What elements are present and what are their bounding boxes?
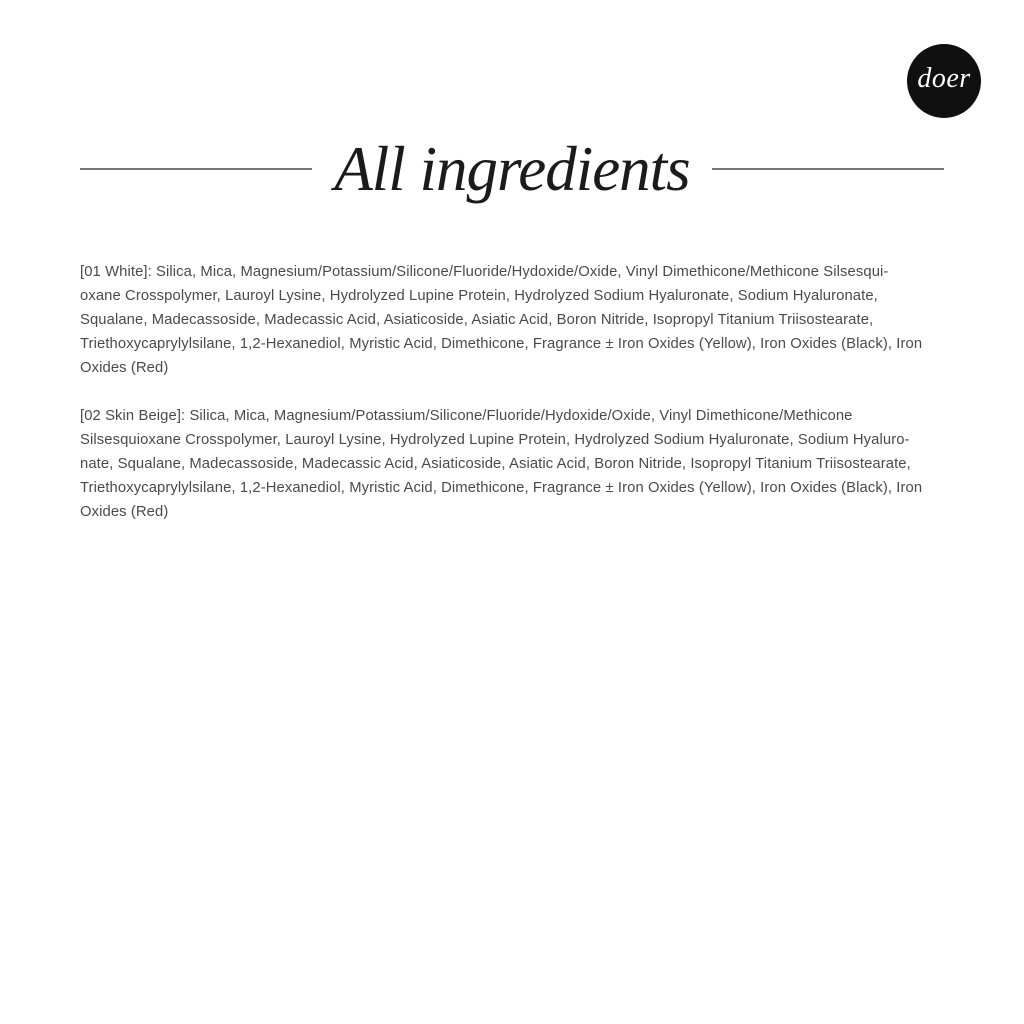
ingredients-line: Squalane, Madecassoside, Madecassic Acid, Asiaticoside, Asiatic Acid, Boron Nitride, Isopropyl Titanium Triisostearate, (80, 312, 874, 328)
ingredients-line: Oxides (Red) (80, 504, 169, 520)
ingredients-line: Oxides (Red) (80, 360, 169, 376)
page-title: All ingredients (334, 134, 690, 204)
brand-logo (907, 44, 981, 118)
ingredients-paragraph-01-white (80, 260, 960, 380)
section-title-row (80, 136, 944, 202)
ingredients-line: [01 White]: Silica, Mica, Magnesium/Potassium/Silicone/Fluoride/Hydoxide/Oxide, Vinyl Dimethicone/Methicone Silsesqui- (80, 264, 889, 280)
ingredients-line: Triethoxycaprylylsilane, 1,2-Hexanediol, Myristic Acid, Dimethicone, Fragrance ± Iron Oxides (Yellow), Iron Oxides (Black), Iron (80, 480, 923, 496)
ingredients-line: [02 Skin Beige]: Silica, Mica, Magnesium/Potassium/Silicone/Fluoride/Hydoxide/Oxide, Vinyl Dimethicone/Methicone (80, 408, 853, 424)
title-rule-right (712, 168, 944, 170)
brand-logo-label: doer (917, 63, 971, 94)
ingredients-line: Silsesquioxane Crosspolymer, Lauroyl Lysine, Hydrolyzed Lupine Protein, Hydrolyzed Sodium Hyaluronate, Sodium Hyaluro- (80, 432, 910, 448)
ingredients-line: Triethoxycaprylylsilane, 1,2-Hexanediol, Myristic Acid, Dimethicone, Fragrance ± Iron Oxides (Yellow), Iron Oxides (Black), Iron (80, 336, 923, 352)
ingredients-text-block (80, 260, 960, 548)
ingredients-line: nate, Squalane, Madecassoside, Madecassic Acid, Asiaticoside, Asiatic Acid, Boron Nitride, Isopropyl Titanium Triisostearate, (80, 456, 911, 472)
ingredients-line: oxane Crosspolymer, Lauroyl Lysine, Hydrolyzed Lupine Protein, Hydrolyzed Sodium Hyaluronate, Sodium Hyaluronate, (80, 288, 878, 304)
title-rule-left (80, 168, 312, 170)
ingredients-paragraph-02-skin-beige (80, 404, 960, 524)
